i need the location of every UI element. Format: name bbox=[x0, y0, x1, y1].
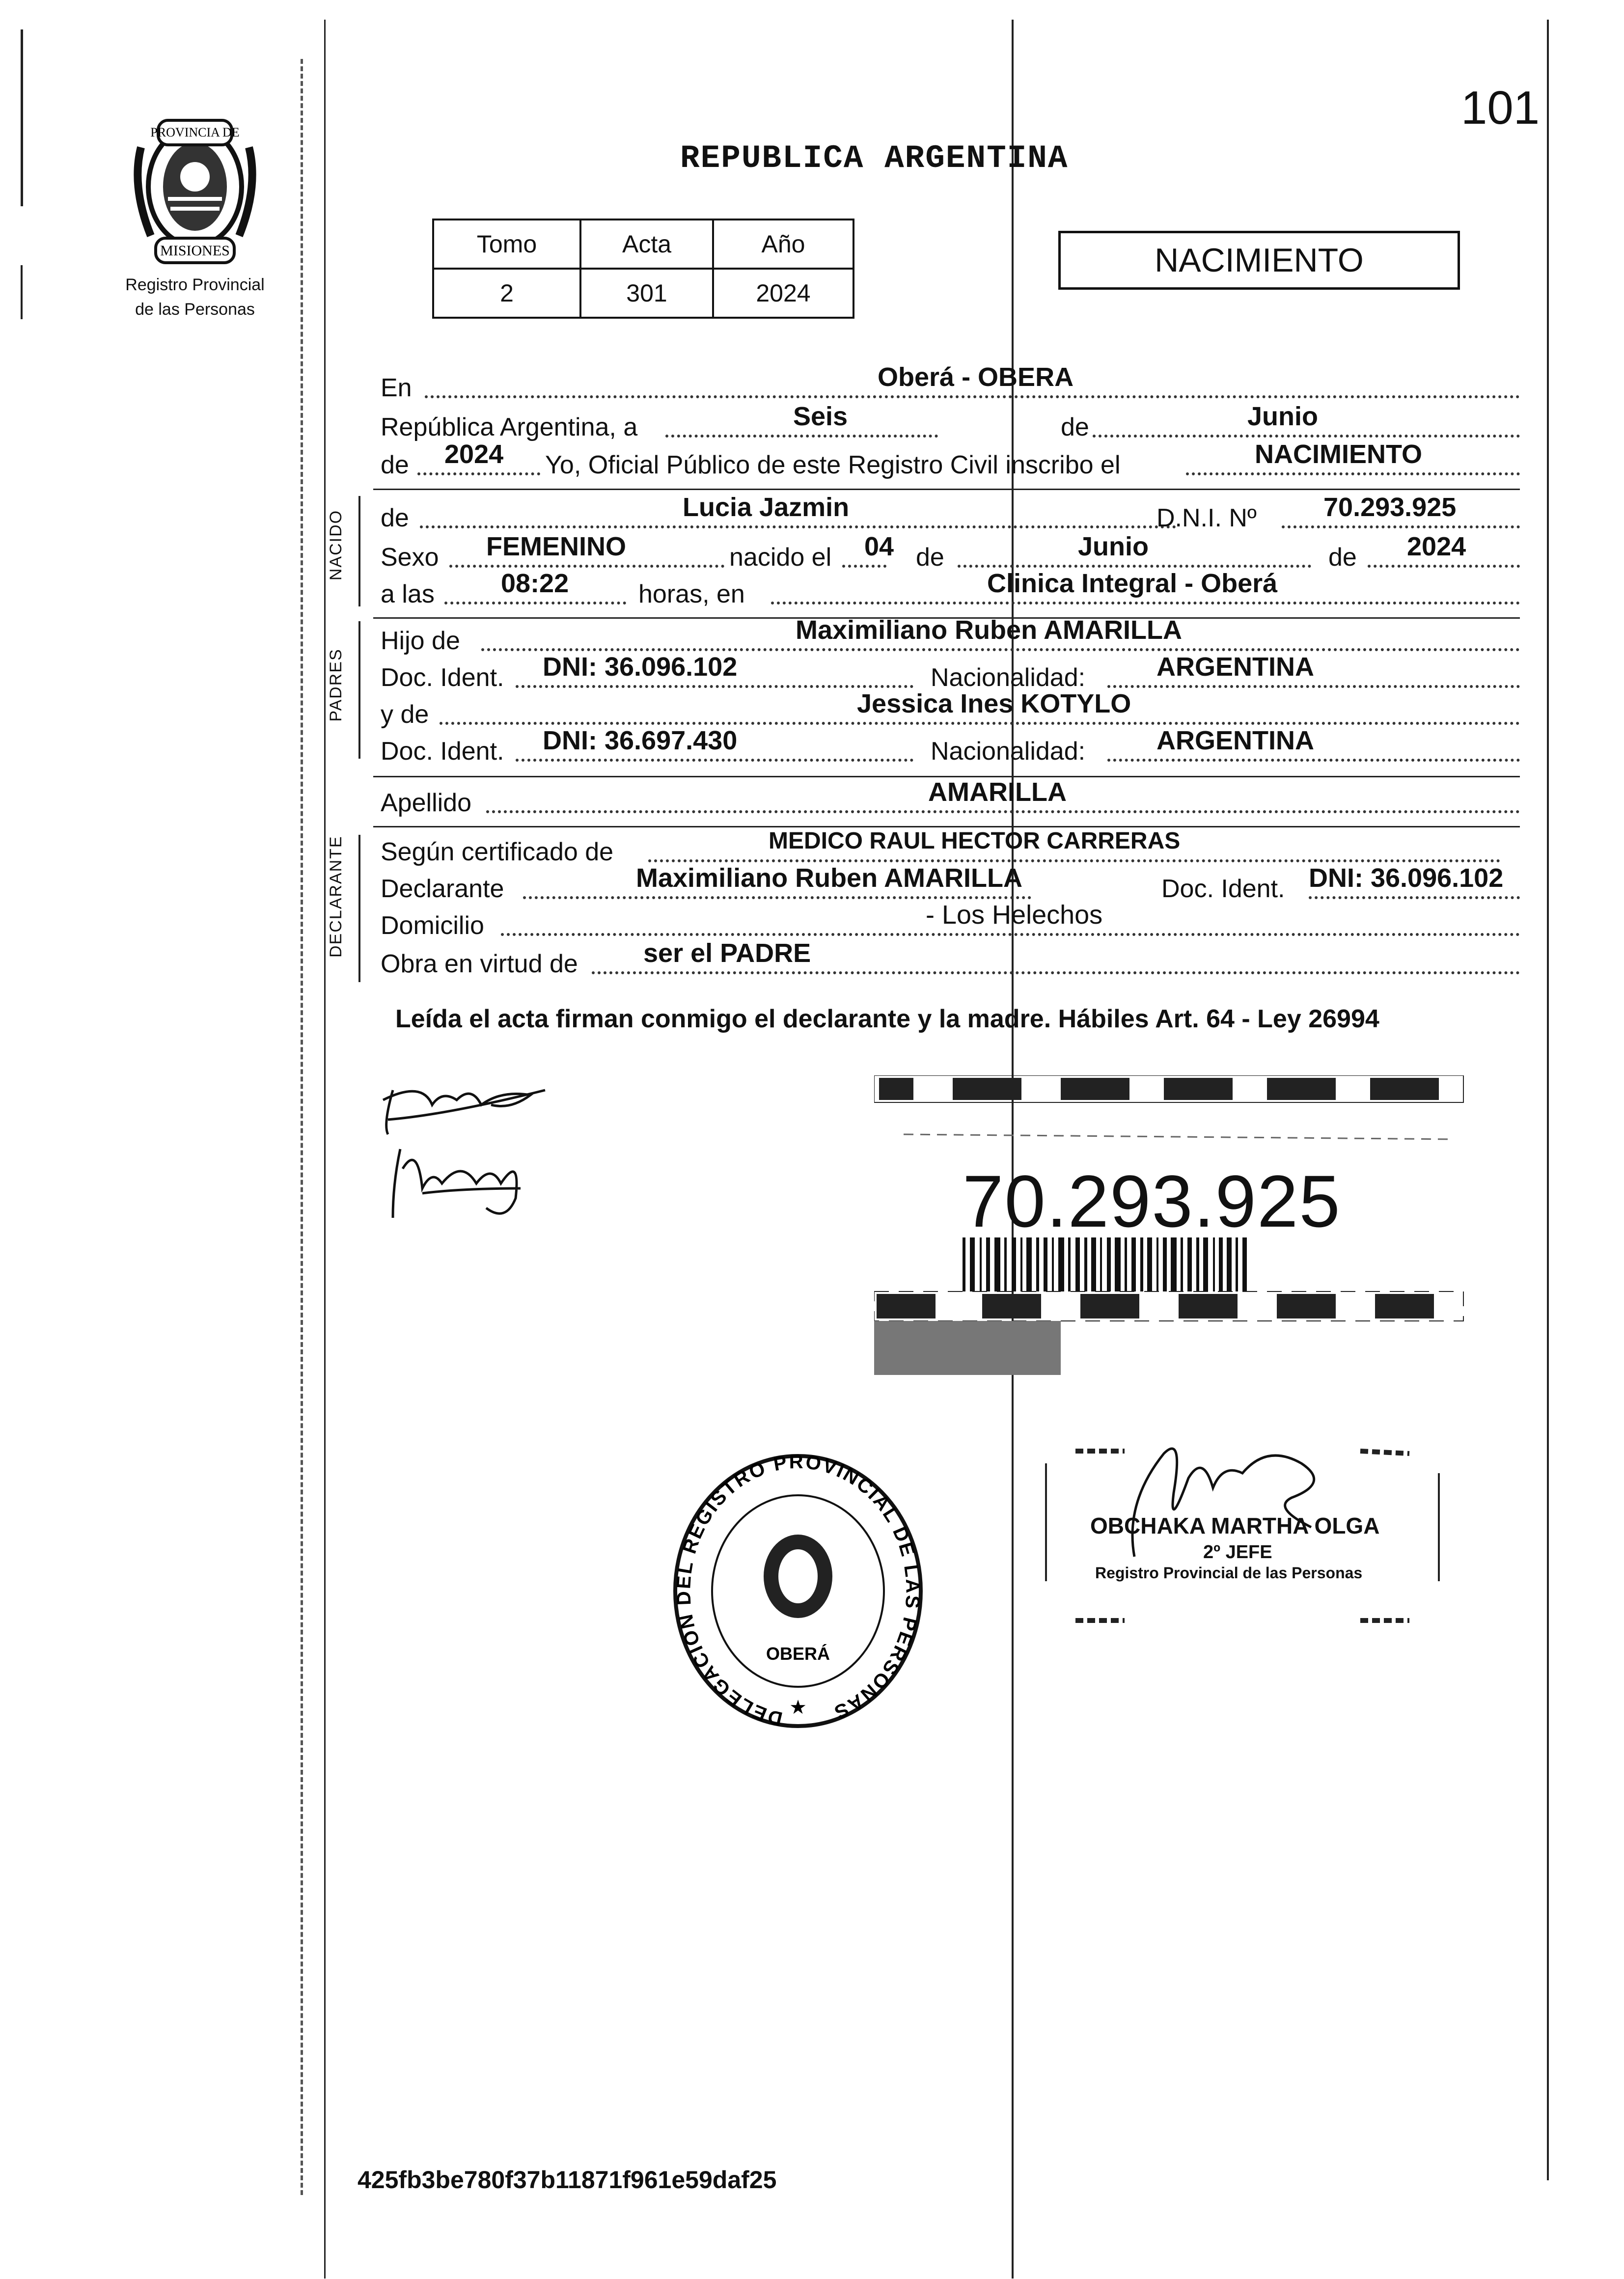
scan-edge-line bbox=[21, 29, 23, 206]
tomo-header: Tomo bbox=[433, 220, 580, 269]
padres-section-label: PADRES bbox=[327, 648, 345, 722]
right-edge-line bbox=[1547, 20, 1549, 2180]
acta-header: Acta bbox=[580, 220, 713, 269]
section-bar bbox=[358, 621, 360, 759]
mes-value: Junio bbox=[1247, 402, 1318, 431]
hora-value: 08:22 bbox=[501, 569, 569, 598]
nacido-section-label: NACIDO bbox=[327, 509, 345, 581]
nombre-label: de bbox=[381, 504, 409, 532]
republica-label: República Argentina, a bbox=[381, 413, 638, 441]
nacido-el-label: nacido el bbox=[729, 543, 832, 572]
padre-nac: ARGENTINA bbox=[1156, 652, 1314, 682]
obra-value: ser el PADRE bbox=[643, 938, 811, 968]
dotted-line bbox=[516, 685, 913, 688]
domicilio-label: Domicilio bbox=[381, 911, 484, 940]
domicilio-value: - Los Helechos bbox=[926, 900, 1103, 930]
nombre-value: Lucia Jazmin bbox=[683, 493, 850, 522]
margin-line bbox=[324, 20, 326, 2279]
logo-bottom-text: MISIONES bbox=[160, 243, 230, 259]
misiones-coat-of-arms-icon bbox=[126, 113, 264, 270]
delegation-seal bbox=[661, 1454, 936, 1748]
padre-doc: DNI: 36.096.102 bbox=[543, 652, 738, 682]
row-apellido bbox=[381, 777, 1520, 820]
segun-value: MEDICO RAUL HECTOR CARRERAS bbox=[769, 828, 1181, 854]
declarante-value: Maximiliano Ruben AMARILLA bbox=[636, 863, 1023, 893]
row-oficial bbox=[381, 439, 1520, 482]
dotted-line bbox=[420, 525, 1176, 528]
dni-label: D.N.I. Nº bbox=[1156, 504, 1257, 532]
record-type-box: NACIMIENTO bbox=[1058, 231, 1460, 290]
dotted-line bbox=[771, 602, 1520, 604]
padre-doc-label: Doc. Ident. bbox=[381, 663, 504, 692]
dotted-line bbox=[444, 602, 626, 604]
scan-edge-line bbox=[21, 265, 23, 319]
dotted-line bbox=[1107, 759, 1520, 762]
row-en bbox=[381, 362, 1520, 405]
official-role: 2º JEFE bbox=[1203, 1542, 1272, 1563]
hora-label: a las bbox=[381, 580, 435, 608]
lugar-value: Clinica Integral - Oberá bbox=[987, 569, 1278, 598]
row-domicilio bbox=[381, 900, 1520, 943]
madre-doc-label: Doc. Ident. bbox=[381, 737, 504, 766]
sexo-label: Sexo bbox=[381, 543, 439, 572]
madre-value: Jessica Ines KOTYLO bbox=[857, 689, 1131, 718]
province-logo bbox=[114, 113, 276, 319]
seal-ring-text: DELEGACION DEL REGISTRO PROVINCIAL DE LAS PERSONAS bbox=[673, 1454, 924, 1730]
inscribo-value: NACIMIENTO bbox=[1255, 439, 1423, 469]
padre-nac-label: Nacionalidad: bbox=[931, 663, 1086, 692]
dotted-line bbox=[1107, 685, 1520, 688]
barcode-number: 70.293.925 bbox=[963, 1160, 1341, 1242]
dotted-line bbox=[1186, 472, 1520, 475]
row-hora bbox=[381, 569, 1520, 611]
dotted-line bbox=[665, 435, 938, 438]
nacido-dia: 04 bbox=[864, 532, 894, 561]
declarante-section-label: DECLARANTE bbox=[327, 835, 345, 958]
section-bar bbox=[358, 496, 360, 606]
nacido-mes: Junio bbox=[1078, 532, 1149, 561]
de-mes-label: de bbox=[1061, 413, 1089, 441]
decl-doc-value: DNI: 36.096.102 bbox=[1309, 863, 1504, 893]
dotted-line bbox=[842, 565, 886, 568]
page-number: 101 bbox=[1461, 82, 1540, 134]
sexo-value: FEMENINO bbox=[486, 532, 627, 561]
document-hash: 425fb3be780f37b11871f961e59daf25 bbox=[358, 2166, 777, 2194]
de-anio-label: de bbox=[381, 451, 409, 479]
en-value: Oberá - OBERA bbox=[878, 362, 1074, 392]
padre-value: Maximiliano Ruben AMARILLA bbox=[796, 615, 1183, 645]
dotted-line bbox=[1282, 525, 1520, 528]
y-de-label: y de bbox=[381, 700, 429, 729]
margin-dash-line bbox=[301, 59, 303, 2195]
row-obra bbox=[381, 938, 1520, 981]
acta-value: 301 bbox=[580, 269, 713, 318]
seal-city: OBERÁ bbox=[766, 1644, 830, 1664]
registry-line2: de las Personas bbox=[135, 300, 255, 319]
hijo-de-label: Hijo de bbox=[381, 627, 460, 655]
declarante-label: Declarante bbox=[381, 875, 504, 903]
dotted-line bbox=[417, 472, 540, 475]
horas-en-label: horas, en bbox=[638, 580, 745, 608]
dotted-line bbox=[592, 971, 1520, 974]
star-icon: ★ bbox=[789, 1697, 807, 1718]
segun-label: Según certificado de bbox=[381, 838, 614, 866]
nacido-de2-label: de bbox=[1328, 543, 1357, 572]
dotted-line bbox=[449, 565, 724, 568]
official-org: Registro Provincial de las Personas bbox=[1095, 1564, 1363, 1582]
dotted-line bbox=[1309, 896, 1520, 899]
decl-doc-label: Doc. Ident. bbox=[1161, 875, 1285, 903]
section-bar bbox=[358, 835, 360, 982]
official-name: OBCHAKA MARTHA OLGA bbox=[1090, 1513, 1380, 1538]
madre-doc: DNI: 36.697.430 bbox=[543, 726, 738, 755]
apellido-value: AMARILLA bbox=[928, 777, 1067, 807]
oficial-text: Yo, Oficial Público de este Registro Civil inscribo el bbox=[545, 451, 1121, 479]
en-label: En bbox=[381, 374, 412, 402]
dotted-line bbox=[425, 395, 1520, 398]
tomo-value: 2 bbox=[433, 269, 580, 318]
apellido-label: Apellido bbox=[381, 789, 472, 817]
declarant-signature bbox=[373, 1071, 560, 1228]
closing-statement: Leída el acta firman conmigo el declarante y la madre. Hábiles Art. 64 - Ley 26994 bbox=[395, 1005, 1379, 1033]
dni-value: 70.293.925 bbox=[1323, 493, 1457, 522]
anio-header: Año bbox=[713, 220, 853, 269]
registry-line1: Registro Provincial bbox=[125, 275, 265, 294]
anio-value: 2024 bbox=[444, 439, 504, 469]
dotted-line bbox=[1368, 565, 1520, 568]
nacido-de-label: de bbox=[916, 543, 944, 572]
dotted-line bbox=[516, 759, 913, 762]
nacido-anio: 2024 bbox=[1407, 532, 1466, 561]
document-title: REPUBLICA ARGENTINA bbox=[680, 140, 1069, 177]
dia-value: Seis bbox=[793, 402, 848, 431]
tomo-acta-table bbox=[432, 219, 854, 319]
obra-label: Obra en virtud de bbox=[381, 950, 578, 978]
anio-value: 2024 bbox=[713, 269, 853, 318]
madre-nac-label: Nacionalidad: bbox=[931, 737, 1086, 766]
madre-nac: ARGENTINA bbox=[1156, 726, 1314, 755]
dotted-line bbox=[486, 810, 1520, 813]
logo-top-text: PROVINCIA DE bbox=[150, 125, 240, 139]
row-madre-doc bbox=[381, 726, 1520, 769]
